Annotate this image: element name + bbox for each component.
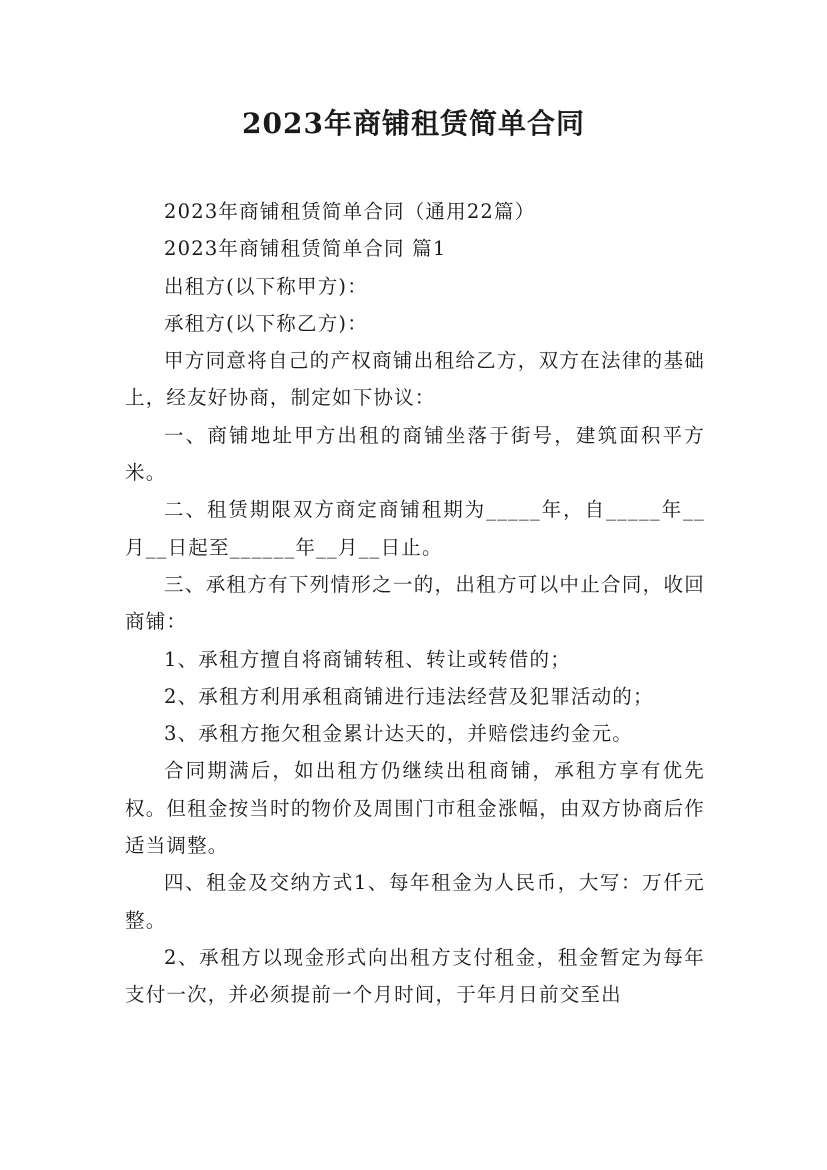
paragraph: 1、承租方擅自将商铺转租、转让或转借的； — [164, 647, 571, 671]
paragraph: 二、租赁期限双方商定商铺租期为_____年，自_____年__月__日起至______年__月__日止。 — [125, 498, 705, 559]
paragraph: 2023年商铺租赁简单合同 篇1 — [164, 237, 447, 261]
paragraph: 四、租金及交纳方式1、每年租金为人民币，大写：万仟元整。 — [125, 871, 705, 932]
paragraph: 3、承租方拖欠租金累计达天的，并赔偿违约金元。 — [164, 722, 634, 746]
paragraph: 合同期满后，如出租方仍继续出租商铺，承租方享有优先权。但租金按当时的物价及周围门市租金涨幅，由双方协商后作适当调整。 — [125, 759, 705, 858]
paragraph: 甲方同意将自己的产权商铺出租给乙方，双方在法律的基础上，经友好协商，制定如下协议： — [125, 349, 705, 410]
document-body — [125, 193, 705, 1014]
document-title: 2023年商铺租赁简单合同 — [242, 107, 585, 140]
paragraph: 一、商铺地址甲方出租的商铺坐落于街号，建筑面积平方米。 — [125, 423, 705, 485]
paragraph: 三、承租方有下列情形之一的，出租方可以中止合同，收回商铺： — [125, 572, 705, 634]
paragraph: 2023年商铺租赁简单合同（通用22篇） — [164, 200, 536, 223]
paragraph: 2、承租方以现金形式向出租方支付租金，租金暂定为每年支付一次，并必须提前一个月时间，于年月日前交至出 — [125, 945, 705, 1007]
paragraph: 承租方(以下称乙方)： — [164, 311, 368, 335]
paragraph: 2、承租方利用承租商铺进行违法经营及犯罪活动的； — [164, 684, 654, 708]
paragraph: 出租方(以下称甲方)： — [164, 274, 368, 298]
